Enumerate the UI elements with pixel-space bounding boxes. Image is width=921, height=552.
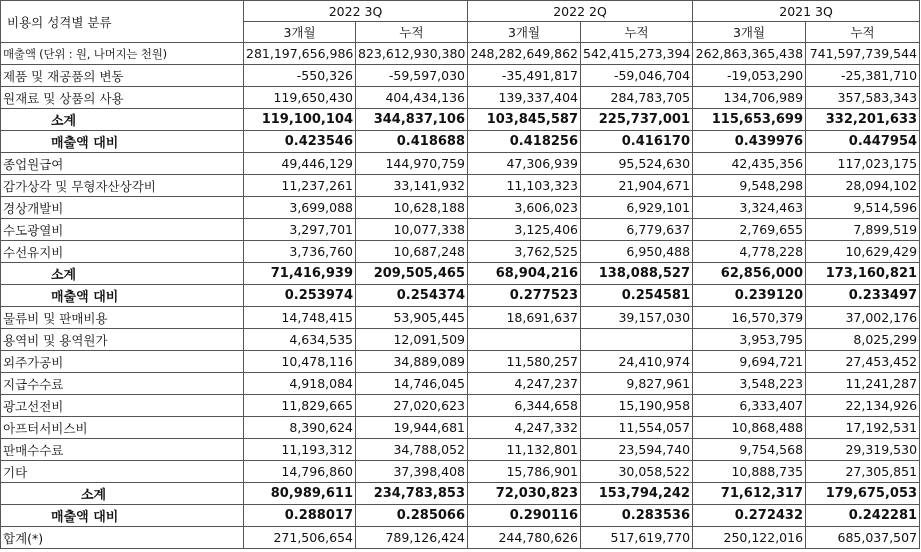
row-label: 매출액 대비: [1, 131, 244, 153]
value-cell: 4,247,332: [468, 417, 581, 439]
row-label: 매출액 대비: [1, 505, 244, 527]
value-cell: 234,783,853: [356, 483, 468, 505]
table-row: [1, 65, 920, 87]
row-label: 소계: [1, 483, 244, 505]
value-cell: 3,297,701: [244, 219, 356, 241]
value-cell: 9,548,298: [693, 175, 806, 197]
subheader-3months: 3개월: [468, 22, 581, 43]
row-label: 판매수수료: [1, 439, 244, 461]
value-cell: 10,888,735: [693, 461, 806, 483]
table-row: [1, 241, 920, 263]
category-header: 비용의 성격별 분류: [1, 1, 244, 43]
table-row: [1, 43, 920, 65]
value-cell: 9,754,568: [693, 439, 806, 461]
value-cell: 14,746,045: [356, 373, 468, 395]
value-cell: 0.285066: [356, 505, 468, 527]
value-cell: 0.253974: [244, 285, 356, 307]
value-cell: 4,778,228: [693, 241, 806, 263]
value-cell: 2,769,655: [693, 219, 806, 241]
value-cell: 11,829,665: [244, 395, 356, 417]
value-cell: -25,381,710: [806, 65, 920, 87]
value-cell: 4,247,237: [468, 373, 581, 395]
row-label: 아프터서비스비: [1, 417, 244, 439]
value-cell: 741,597,739,544: [806, 43, 920, 65]
subheader-cumulative: 누적: [581, 22, 693, 43]
table-body: [1, 43, 920, 549]
value-cell: 139,337,404: [468, 87, 581, 109]
value-cell: 9,827,961: [581, 373, 693, 395]
value-cell: 0.418256: [468, 131, 581, 153]
value-cell: 685,037,507: [806, 527, 920, 549]
value-cell: 80,989,611: [244, 483, 356, 505]
value-cell: 3,762,525: [468, 241, 581, 263]
value-cell: 71,612,317: [693, 483, 806, 505]
table-row: [1, 109, 920, 131]
row-label: 종업원급여: [1, 153, 244, 175]
row-label: 원재료 및 상품의 사용: [1, 87, 244, 109]
value-cell: 23,594,740: [581, 439, 693, 461]
value-cell: 11,554,057: [581, 417, 693, 439]
value-cell: 134,706,989: [693, 87, 806, 109]
value-cell: 42,435,356: [693, 153, 806, 175]
value-cell: 39,157,030: [581, 307, 693, 329]
value-cell: 10,628,188: [356, 197, 468, 219]
row-label: 경상개발비: [1, 197, 244, 219]
value-cell: 11,132,801: [468, 439, 581, 461]
subheader-cumulative: 누적: [806, 22, 920, 43]
value-cell: 0.423546: [244, 131, 356, 153]
table-row: [1, 483, 920, 505]
row-label: 감가상각 및 무형자산상각비: [1, 175, 244, 197]
row-label: 지급수수료: [1, 373, 244, 395]
value-cell: 3,324,463: [693, 197, 806, 219]
row-label: 매출액 대비: [1, 285, 244, 307]
value-cell: 11,103,323: [468, 175, 581, 197]
table-row: [1, 153, 920, 175]
row-label: 소계: [1, 109, 244, 131]
value-cell: 22,134,926: [806, 395, 920, 417]
value-cell: 284,783,705: [581, 87, 693, 109]
value-cell: 0.283536: [581, 505, 693, 527]
value-cell: 18,691,637: [468, 307, 581, 329]
value-cell: 11,580,257: [468, 351, 581, 373]
value-cell: 179,675,053: [806, 483, 920, 505]
value-cell: 138,088,527: [581, 263, 693, 285]
value-cell: 7,899,519: [806, 219, 920, 241]
value-cell: 37,002,176: [806, 307, 920, 329]
value-cell: 209,505,465: [356, 263, 468, 285]
value-cell: 173,160,821: [806, 263, 920, 285]
row-label: 용역비 및 용역원가: [1, 329, 244, 351]
value-cell: 0.447954: [806, 131, 920, 153]
value-cell: 6,950,488: [581, 241, 693, 263]
value-cell: 28,094,102: [806, 175, 920, 197]
value-cell: 789,126,424: [356, 527, 468, 549]
table-row: [1, 461, 920, 483]
value-cell: 15,190,958: [581, 395, 693, 417]
period-header-2022-2q: 2022 2Q: [468, 1, 693, 22]
value-cell: 17,192,531: [806, 417, 920, 439]
subheader-3months: 3개월: [244, 22, 356, 43]
value-cell: 4,918,084: [244, 373, 356, 395]
value-cell: 404,434,136: [356, 87, 468, 109]
value-cell: 271,506,654: [244, 527, 356, 549]
value-cell: 14,796,860: [244, 461, 356, 483]
table-row: [1, 439, 920, 461]
value-cell: 71,416,939: [244, 263, 356, 285]
value-cell: -550,326: [244, 65, 356, 87]
value-cell: 29,319,530: [806, 439, 920, 461]
value-cell: 27,453,452: [806, 351, 920, 373]
value-cell: 95,524,630: [581, 153, 693, 175]
value-cell: 3,125,406: [468, 219, 581, 241]
table-row: [1, 285, 920, 307]
value-cell: 0.239120: [693, 285, 806, 307]
value-cell: 117,023,175: [806, 153, 920, 175]
row-label: 소계: [1, 263, 244, 285]
value-cell: 0.418688: [356, 131, 468, 153]
value-cell: 332,201,633: [806, 109, 920, 131]
value-cell: 153,794,242: [581, 483, 693, 505]
table-row: [1, 373, 920, 395]
value-cell: 15,786,901: [468, 461, 581, 483]
value-cell: 27,305,851: [806, 461, 920, 483]
value-cell: 10,868,488: [693, 417, 806, 439]
table-row: [1, 329, 920, 351]
row-label: 수선유지비: [1, 241, 244, 263]
value-cell: 10,077,338: [356, 219, 468, 241]
value-cell: 10,629,429: [806, 241, 920, 263]
value-cell: 19,944,681: [356, 417, 468, 439]
value-cell: 12,091,509: [356, 329, 468, 351]
value-cell: 0.416170: [581, 131, 693, 153]
table-row: [1, 219, 920, 241]
value-cell: 244,780,626: [468, 527, 581, 549]
value-cell: 37,398,408: [356, 461, 468, 483]
value-cell: 225,737,001: [581, 109, 693, 131]
value-cell: 72,030,823: [468, 483, 581, 505]
value-cell: 0.277523: [468, 285, 581, 307]
table-row: [1, 505, 920, 527]
table-row: [1, 527, 920, 549]
value-cell: 49,446,129: [244, 153, 356, 175]
value-cell: 3,606,023: [468, 197, 581, 219]
value-cell: 34,889,089: [356, 351, 468, 373]
period-header-2021-3q: 2021 3Q: [693, 1, 920, 22]
value-cell: 0.272432: [693, 505, 806, 527]
value-cell: 11,241,287: [806, 373, 920, 395]
value-cell: 9,514,596: [806, 197, 920, 219]
table-row: [1, 417, 920, 439]
value-cell: 6,344,658: [468, 395, 581, 417]
value-cell: 8,390,624: [244, 417, 356, 439]
row-label: 물류비 및 판매비용: [1, 307, 244, 329]
value-cell: 16,570,379: [693, 307, 806, 329]
value-cell: 0.288017: [244, 505, 356, 527]
value-cell: 248,282,649,862: [468, 43, 581, 65]
value-cell: 24,410,974: [581, 351, 693, 373]
value-cell: 262,863,365,438: [693, 43, 806, 65]
value-cell: 542,415,273,394: [581, 43, 693, 65]
value-cell: 357,583,343: [806, 87, 920, 109]
value-cell: 281,197,656,986: [244, 43, 356, 65]
value-cell: 344,837,106: [356, 109, 468, 131]
value-cell: 103,845,587: [468, 109, 581, 131]
value-cell: 10,687,248: [356, 241, 468, 263]
table-row: [1, 395, 920, 417]
row-label: 합계(*): [1, 527, 244, 549]
value-cell: 4,634,535: [244, 329, 356, 351]
subheader-cumulative: 누적: [356, 22, 468, 43]
value-cell: [468, 329, 581, 351]
value-cell: -59,597,030: [356, 65, 468, 87]
value-cell: 115,653,699: [693, 109, 806, 131]
value-cell: 47,306,939: [468, 153, 581, 175]
value-cell: 0.254374: [356, 285, 468, 307]
table-row: [1, 131, 920, 153]
table-row: [1, 87, 920, 109]
value-cell: 3,699,088: [244, 197, 356, 219]
value-cell: -19,053,290: [693, 65, 806, 87]
table-row: [1, 307, 920, 329]
value-cell: 11,237,261: [244, 175, 356, 197]
value-cell: 0.242281: [806, 505, 920, 527]
value-cell: 30,058,522: [581, 461, 693, 483]
value-cell: 0.439976: [693, 131, 806, 153]
value-cell: 14,748,415: [244, 307, 356, 329]
table-row: [1, 175, 920, 197]
row-label: 외주가공비: [1, 351, 244, 373]
row-label: 매출액 (단위 : 원, 나머지는 천원): [1, 43, 244, 65]
subheader-3months: 3개월: [693, 22, 806, 43]
value-cell: 53,905,445: [356, 307, 468, 329]
table-row: [1, 197, 920, 219]
value-cell: 10,478,116: [244, 351, 356, 373]
value-cell: -59,046,704: [581, 65, 693, 87]
value-cell: 8,025,299: [806, 329, 920, 351]
row-label: 광고선전비: [1, 395, 244, 417]
value-cell: -35,491,817: [468, 65, 581, 87]
table-row: [1, 351, 920, 373]
value-cell: 3,548,223: [693, 373, 806, 395]
value-cell: 27,020,623: [356, 395, 468, 417]
value-cell: 0.290116: [468, 505, 581, 527]
value-cell: 3,953,795: [693, 329, 806, 351]
value-cell: 144,970,759: [356, 153, 468, 175]
period-header-2022-3q: 2022 3Q: [244, 1, 468, 22]
value-cell: 34,788,052: [356, 439, 468, 461]
row-label: 수도광열비: [1, 219, 244, 241]
value-cell: 3,736,760: [244, 241, 356, 263]
value-cell: 6,333,407: [693, 395, 806, 417]
value-cell: [581, 329, 693, 351]
value-cell: 250,122,016: [693, 527, 806, 549]
value-cell: 21,904,671: [581, 175, 693, 197]
header-row-periods: [1, 1, 920, 22]
value-cell: 119,650,430: [244, 87, 356, 109]
value-cell: 68,904,216: [468, 263, 581, 285]
table-row: [1, 263, 920, 285]
row-label: 기타: [1, 461, 244, 483]
value-cell: 33,141,932: [356, 175, 468, 197]
value-cell: 9,694,721: [693, 351, 806, 373]
value-cell: 6,779,637: [581, 219, 693, 241]
value-cell: 0.254581: [581, 285, 693, 307]
row-label: 제품 및 재공품의 변동: [1, 65, 244, 87]
value-cell: 11,193,312: [244, 439, 356, 461]
value-cell: 0.233497: [806, 285, 920, 307]
value-cell: 119,100,104: [244, 109, 356, 131]
value-cell: 62,856,000: [693, 263, 806, 285]
value-cell: 823,612,930,380: [356, 43, 468, 65]
value-cell: 6,929,101: [581, 197, 693, 219]
value-cell: 517,619,770: [581, 527, 693, 549]
